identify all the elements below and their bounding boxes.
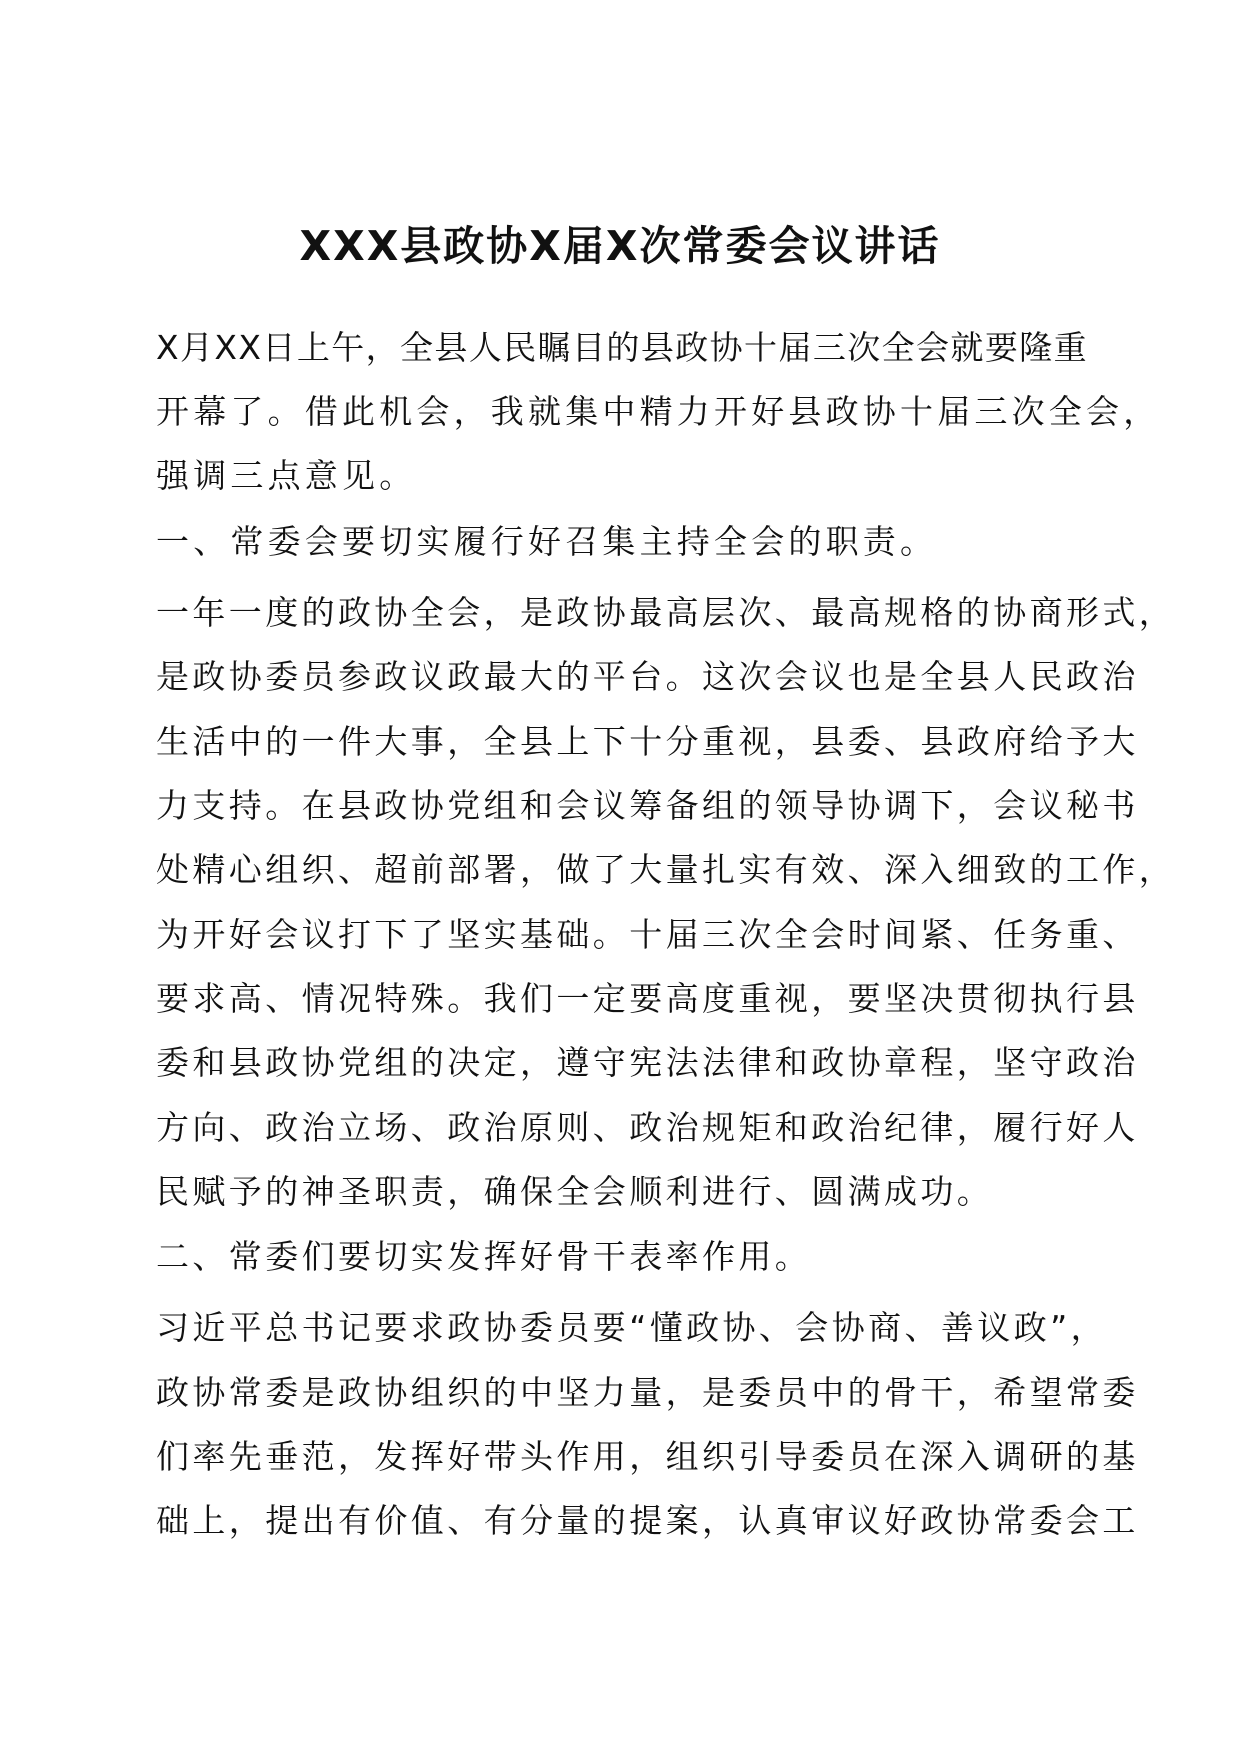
section1-line-5: 处精心组织、超前部署，做了大量扎实有效、深入细致的工作， xyxy=(156,850,1176,889)
section-heading-2: 二、常委们要切实发挥好骨干表率作用。 xyxy=(156,1237,812,1276)
section1-line-8: 委和县政协党组的决定，遵守宪法法律和政协章程，坚守政治 xyxy=(156,1043,1139,1082)
section2-line-3: 们率先垂范，发挥好带头作用，组织引导委员在深入调研的基 xyxy=(156,1437,1139,1476)
section2-line-2: 政协常委是政协组织的中坚力量，是委员中的骨干，希望常委 xyxy=(156,1373,1139,1412)
section1-line-7: 要求高、情况特殊。我们一定要高度重视，要坚决贯彻执行县 xyxy=(156,979,1139,1018)
intro-line-3: 强调三点意见。 xyxy=(156,456,417,495)
section1-line-1: 一年一度的政协全会，是政协最高层次、最高规格的协商形式， xyxy=(156,593,1176,632)
intro-line-2: 开幕了。借此机会，我就集中精力开好县政协十届三次全会， xyxy=(156,392,1161,431)
section1-line-9: 方向、政治立场、政治原则、政治规矩和政治纪律，履行好人 xyxy=(156,1108,1139,1147)
document-title: XXX县政协X届X次常委会议讲话 xyxy=(299,222,941,270)
section1-line-4: 力支持。在县政协党组和会议筹备组的领导协调下，会议秘书 xyxy=(156,786,1139,825)
section2-line-1: 习近平总书记要求政协委员要“懂政协、会协商、善议政”， xyxy=(156,1308,1107,1347)
section1-line-10: 民赋予的神圣职责，确保全会顺利进行、圆满成功。 xyxy=(156,1172,994,1211)
section1-line-6: 为开好会议打下了坚实基础。十届三次全会时间紧、任务重、 xyxy=(156,915,1139,954)
intro-line-1: X月XX日上午，全县人民瞩目的县政协十届三次全会就要隆重 xyxy=(156,328,1089,367)
section-heading-1: 一、常委会要切实履行好召集主持全会的职责。 xyxy=(156,522,938,561)
section1-line-2: 是政协委员参政议政最大的平台。这次会议也是全县人民政治 xyxy=(156,657,1139,696)
section1-line-3: 生活中的一件大事，全县上下十分重视，县委、县政府给予大 xyxy=(156,722,1139,761)
section2-line-4: 础上，提出有价值、有分量的提案，认真审议好政协常委会工 xyxy=(156,1501,1139,1540)
